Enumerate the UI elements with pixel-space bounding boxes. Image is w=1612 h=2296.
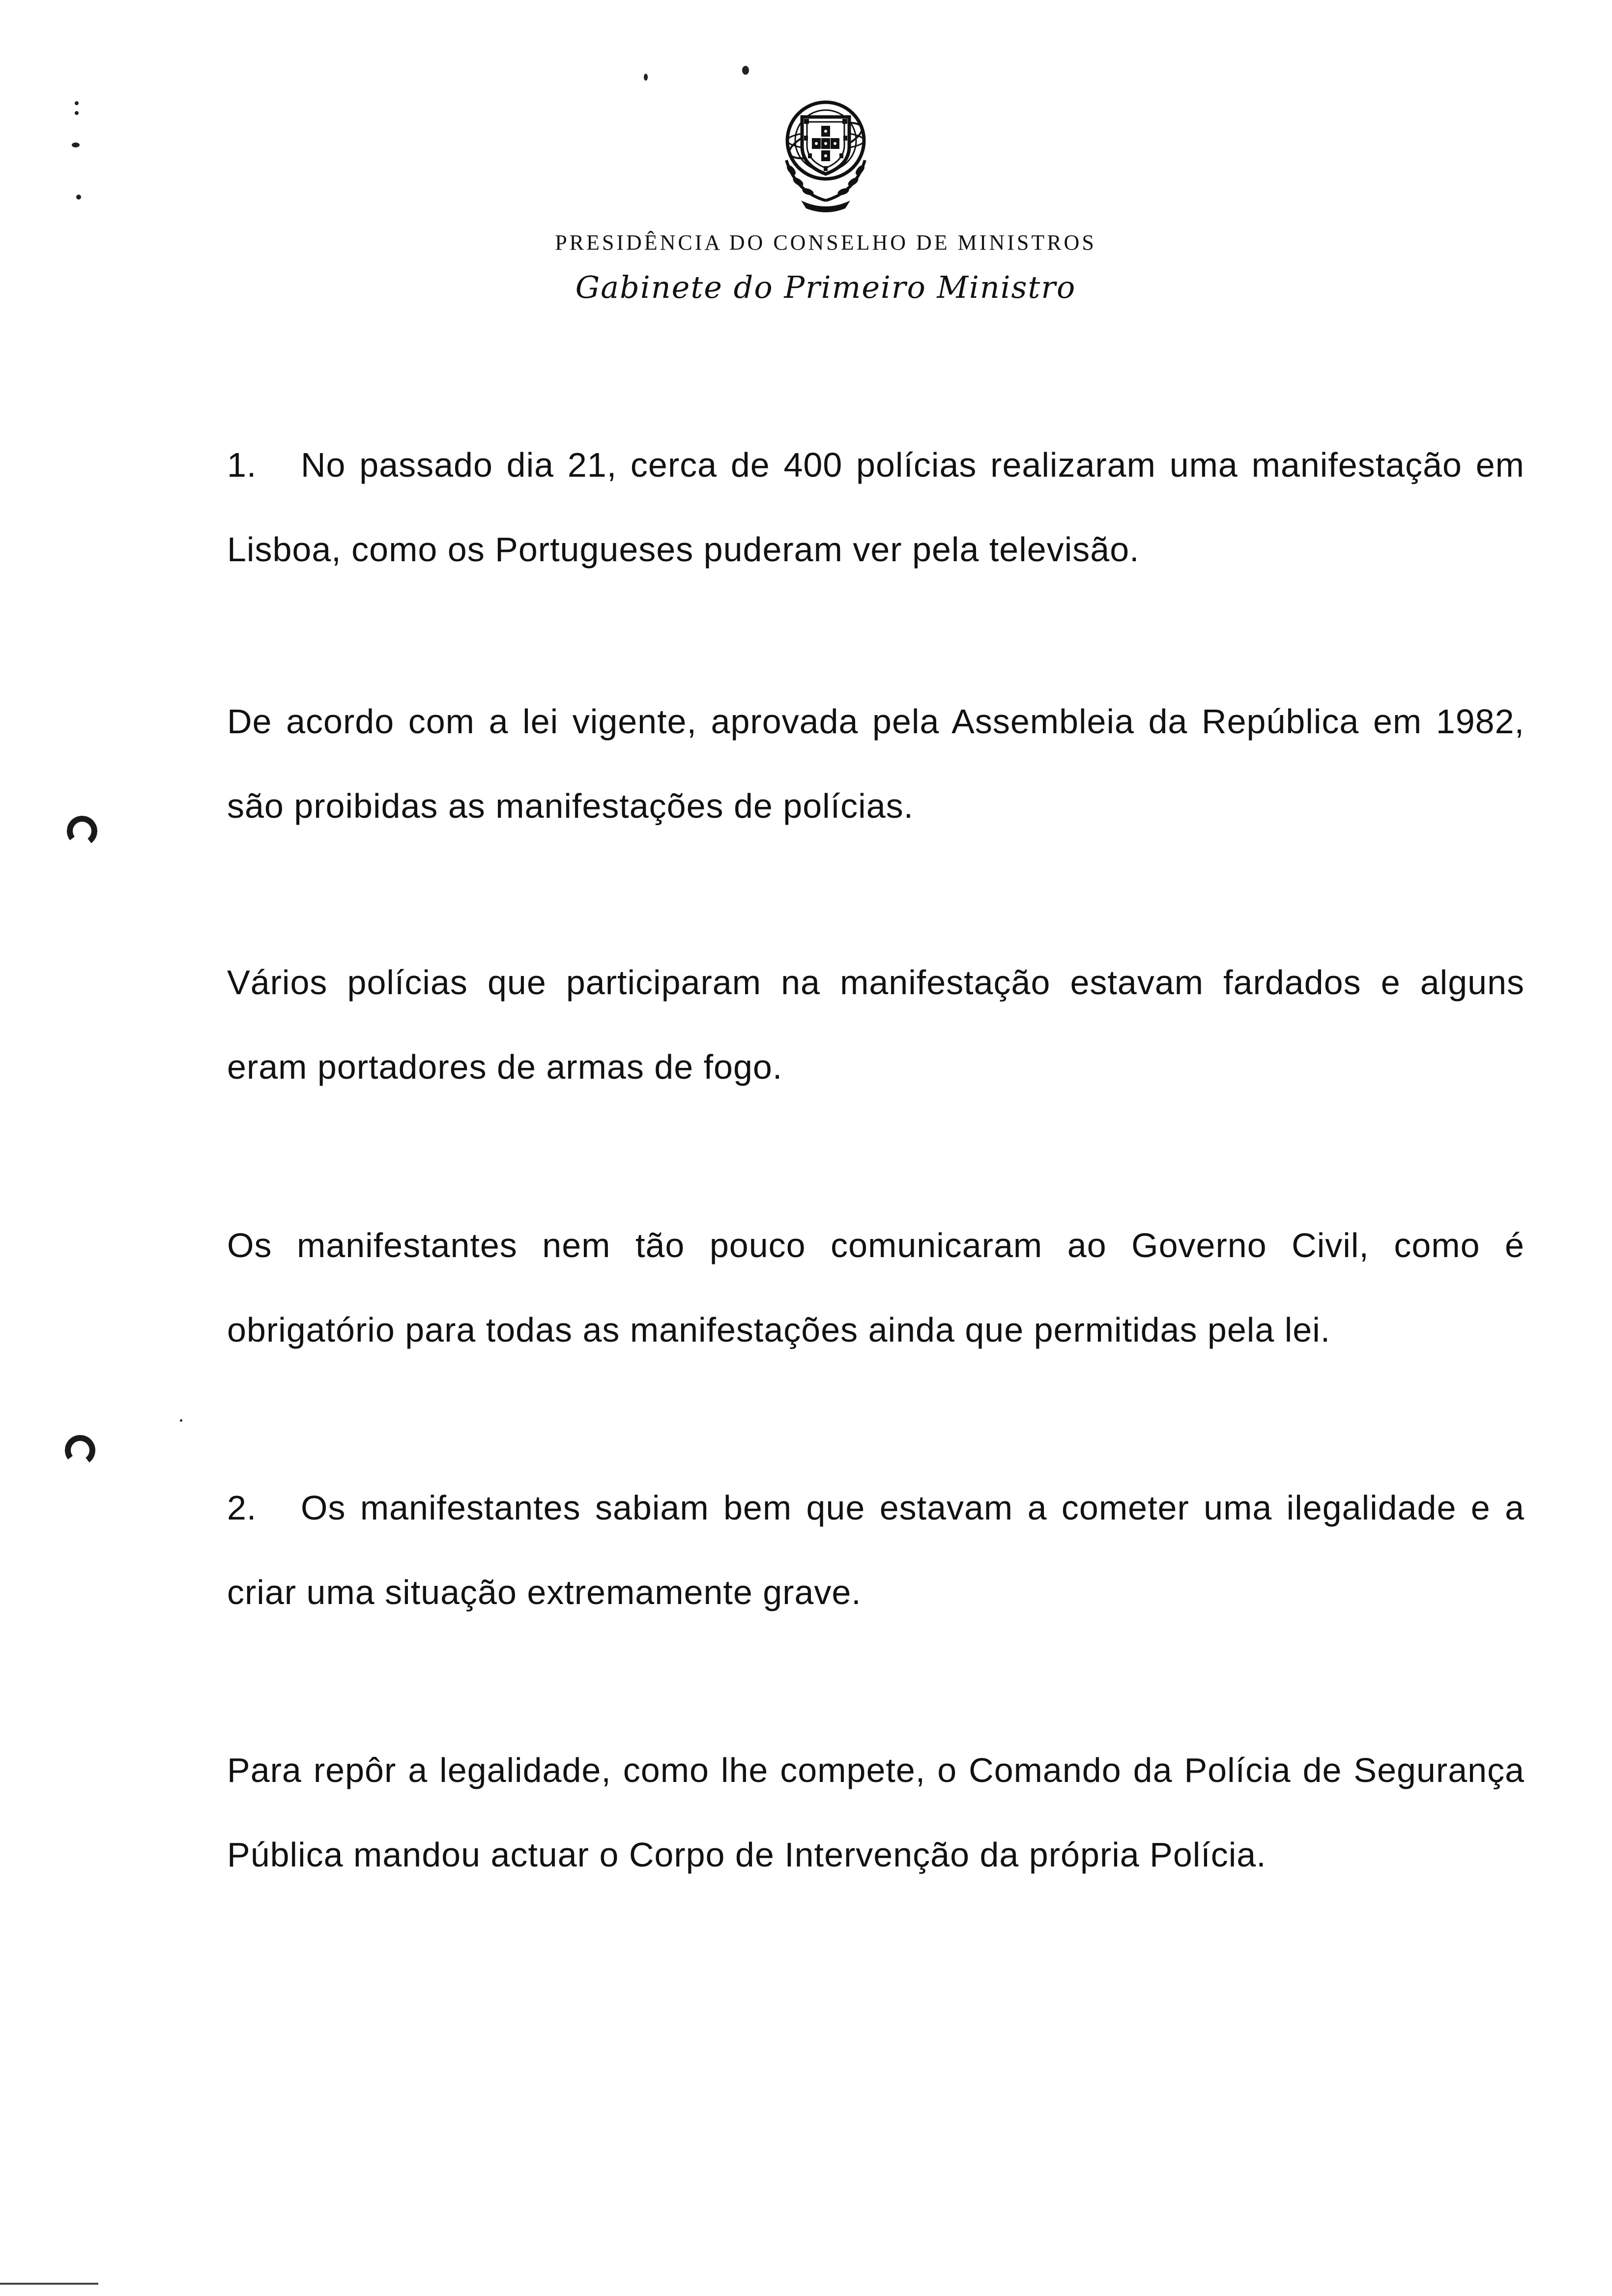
body-paragraph xyxy=(227,1203,1525,1372)
scan-speck xyxy=(742,66,749,75)
body-paragraph xyxy=(227,940,1525,1109)
paragraph-number: 2. xyxy=(227,1489,257,1527)
paragraph-text: Vários polícias que participaram na manifestação estavam fardados e alguns eram portadores de armas de fogo. xyxy=(227,963,1525,1086)
punch-hole xyxy=(63,1433,97,1467)
paragraph-text: Os manifestantes sabiam bem que estavam a cometer uma ilegalidade e a criar uma situação extremamente grave. xyxy=(227,1489,1525,1611)
scan-speck xyxy=(180,1419,182,1422)
scan-speck xyxy=(72,143,80,147)
scan-edge-line xyxy=(0,2283,98,2285)
body-paragraph xyxy=(227,679,1525,848)
scan-speck xyxy=(76,195,81,200)
body-paragraph xyxy=(227,423,1525,592)
paragraph-text: De acordo com a lei vigente, aprovada pela Assembleia da República em 1982, são proibidas as manifestações de polícias. xyxy=(227,702,1525,825)
paragraph-number: 1. xyxy=(227,446,257,484)
scan-speck xyxy=(75,101,79,105)
paragraph-text: Os manifestantes nem tão pouco comunicaram ao Governo Civil, como é obrigatório para todas as manifestações ainda que permitidas pela lei. xyxy=(227,1226,1525,1349)
body-paragraph xyxy=(227,1465,1525,1635)
body-paragraph xyxy=(227,1728,1525,1897)
scan-speck xyxy=(644,74,648,81)
header-subtitle: Gabinete do Primeiro Ministro xyxy=(575,269,1076,305)
paragraph-text: No passado dia 21, cerca de 400 polícias realizaram uma manifestação em Lisboa, como os Portugueses puderam ver pela televisão. xyxy=(227,446,1525,569)
header-title: PRESIDÊNCIA DO CONSELHO DE MINISTROS xyxy=(555,230,1096,255)
scan-speck xyxy=(75,111,79,115)
portuguese-coat-of-arms-icon xyxy=(767,91,885,214)
punch-hole xyxy=(65,814,99,848)
paragraph-text: Para repôr a legalidade, como lhe compete, o Comando da Polícia de Segurança Pública mandou actuar o Corpo de Intervenção da própria Polícia. xyxy=(227,1751,1525,1874)
